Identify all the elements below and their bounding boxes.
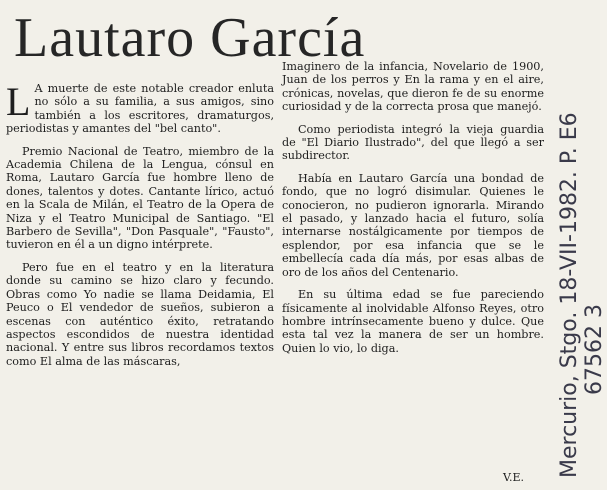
paragraph-4: Imaginero de la infancia, Novelario de 1900, Juan de los perros y En la rama y en el aire, crónicas, novelas, que dieron fe de su enorme curiosidad y de la correcta prosa que manejó. xyxy=(282,60,544,114)
paragraph-1-text: A muerte de este notable creador enluta no sólo a su familia, a sus amigos, sino también a los escritores, dramaturgos, periodistas y amantes del "bel canto". xyxy=(6,82,274,136)
article-headline: Lautaro García xyxy=(14,7,366,69)
paragraph-6: Había en Lautaro García una bondad de fondo, que no logró disimular. Quienes le conocieron, no pudieron ignorarla. Mirando el pasado, y lanzado hacia el futuro, solía internarse nostálgicamente por tiempos de esplendor, por esa infancia que se le embellecía cada día más, por esas albas de oro de los años del Centenario. xyxy=(282,171,544,279)
article-column-right xyxy=(282,60,544,355)
author-initials: V.E. xyxy=(502,471,524,484)
paragraph-5: Como periodista integró la vieja guardia de "El Diario Ilustrado", del que llegó a ser subdirector. xyxy=(282,122,544,163)
paragraph-1 xyxy=(6,79,274,136)
drop-cap: L xyxy=(6,79,31,124)
article-column-left xyxy=(6,79,274,368)
handwritten-source-note: Mercurio, Stgo. 18-VII-1982. P. E6 xyxy=(557,112,582,478)
handwritten-catalog-number: 67562 3 xyxy=(582,304,607,395)
paragraph-7: En su última edad se fue pareciendo físicamente al inolvidable Alfonso Reyes, otro hombre intrínsecamente bueno y dulce. Que esta tal vez la manera de ser un hombre. Quien lo vio, lo diga. xyxy=(282,288,544,355)
paragraph-2: Premio Nacional de Teatro, miembro de la Academia Chilena de la Lengua, cónsul en Roma, Lautaro García fue hombre lleno de dones, talentos y dotes. Cantante lírico, actuó en la Scala de Milán, el Teatro de la Opera de Niza y el Teatro Municipal de Santiago. "El Barbero de Sevilla", "Don Pasquale", "Fausto", tuvieron en él a un digno intérprete. xyxy=(6,144,274,252)
paragraph-3: Pero fue en el teatro y en la literatura donde su camino se hizo claro y fecundo. Obras como Yo nadie se llama Deidamia, El Peuco o El vendedor de sueños, subieron a escenas con auténtico éxito, retratando aspectos escondidos de nuestra identidad nacional. Y entre sus libros recordamos textos como El alma de las máscaras, xyxy=(6,260,274,368)
